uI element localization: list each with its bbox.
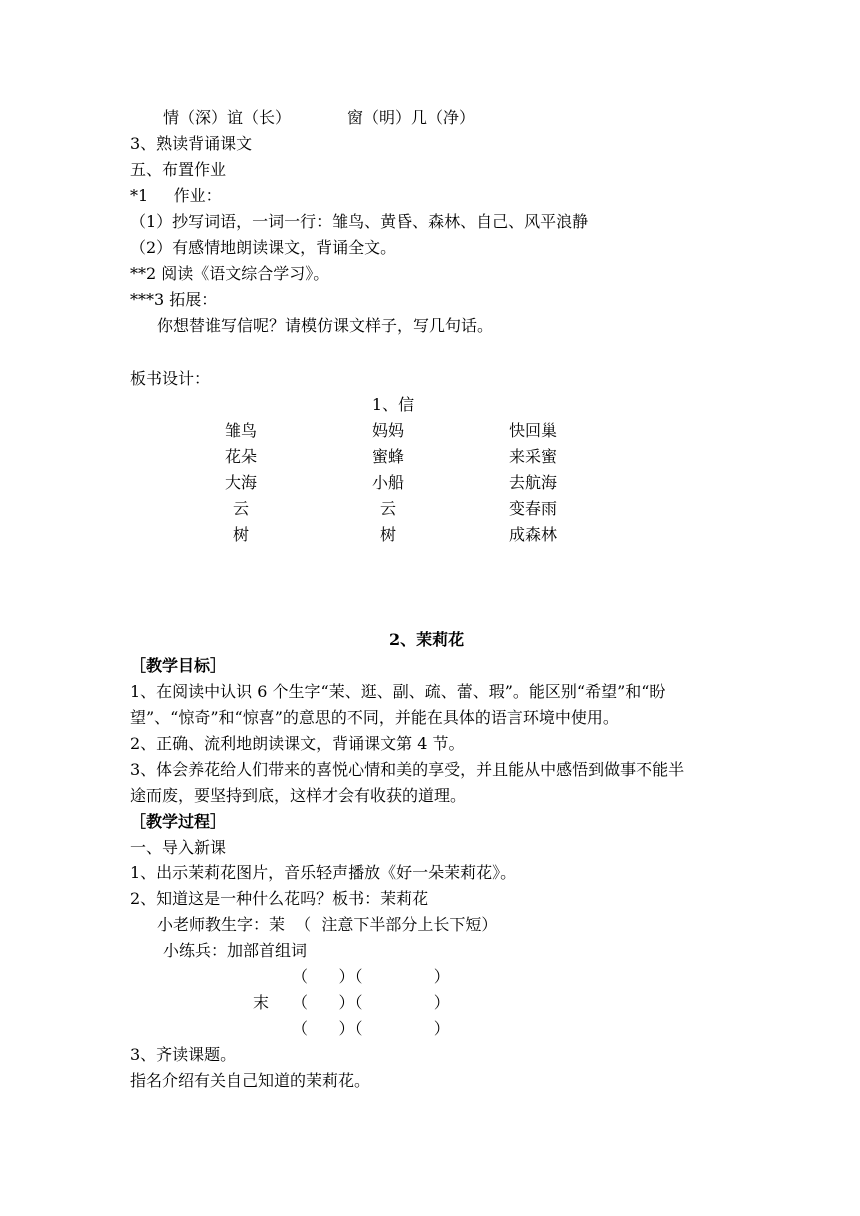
board-cell: 大海 bbox=[224, 473, 257, 492]
board-cell: 小船 bbox=[371, 473, 404, 492]
homework-extension-text: 你想替谁写信呢？请模仿课文样子，写几句话。 bbox=[157, 316, 494, 335]
board-cell: 树 bbox=[232, 525, 249, 544]
homework-item-2: （2）有感情地朗读课文，背诵全文。 bbox=[130, 238, 397, 257]
goal-3-line-2: 途而废，要坚持到底，这样才会有收获的道理。 bbox=[130, 786, 467, 805]
step-intro: 一、导入新课 bbox=[130, 838, 227, 857]
homework-item-1: （1）抄写词语，一词一行：雏鸟、黄昏、森林、自己、风平浪静 bbox=[130, 212, 589, 231]
section-homework: 五、布置作业 bbox=[130, 160, 227, 179]
board-title: 1、信 bbox=[371, 395, 415, 414]
word-pair-1: 情（深）谊（长） bbox=[163, 108, 292, 127]
homework-extension: ***3 拓展： bbox=[130, 290, 218, 309]
blank-radical-char: 末 bbox=[253, 993, 270, 1012]
homework-heading: *1 作业： bbox=[130, 186, 222, 205]
step-1: 1、出示茉莉花图片，音乐轻声播放《好一朵茉莉花》。 bbox=[130, 863, 517, 882]
board-cell: 云 bbox=[379, 499, 396, 518]
board-cell: 去航海 bbox=[508, 473, 557, 492]
step-3: 3、齐读课题。 bbox=[130, 1045, 237, 1064]
step-3-intro: 指名介绍有关自己知道的茉莉花。 bbox=[130, 1071, 371, 1090]
homework-reading: **2 阅读《语文综合学习》。 bbox=[130, 264, 330, 283]
board-design-label: 板书设计： bbox=[130, 369, 211, 388]
board-cell: 花朵 bbox=[224, 447, 257, 466]
teacher-note: 小老师教生字：茉 （ 注意下半部分上长下短） bbox=[157, 915, 498, 934]
teaching-goals-heading: ［教学目标］ bbox=[130, 656, 227, 675]
teaching-process-heading: ［教学过程］ bbox=[130, 812, 227, 831]
board-cell: 快回巢 bbox=[508, 421, 557, 440]
lesson-title: 2、茉莉花 bbox=[389, 630, 465, 649]
practice-label: 小练兵：加部首组词 bbox=[163, 941, 308, 960]
blank-row-3: （ ）（ ） bbox=[292, 1019, 450, 1038]
goal-2: 2、正确、流利地朗读课文，背诵课文第 4 节。 bbox=[130, 734, 465, 753]
board-cell: 雏鸟 bbox=[224, 421, 257, 440]
board-cell: 成森林 bbox=[508, 525, 557, 544]
board-cell: 来采蜜 bbox=[508, 447, 557, 466]
blank-row-2: （ ）（ ） bbox=[292, 993, 450, 1012]
board-cell: 妈妈 bbox=[371, 421, 404, 440]
item-recite: 3、熟读背诵课文 bbox=[130, 134, 253, 153]
goal-3-line-1: 3、体会养花给人们带来的喜悦心情和美的享受，并且能从中感悟到做事不能半 bbox=[130, 760, 685, 779]
blank-row-1: （ ）（ ） bbox=[292, 967, 450, 986]
board-cell: 树 bbox=[379, 525, 396, 544]
goal-1-line-1: 1、在阅读中认识 6 个生字“茉、逛、副、疏、蕾、瑕”。能区别“希望”和“盼 bbox=[130, 682, 666, 701]
step-2: 2、知道这是一种什么花吗？板书：茉莉花 bbox=[130, 889, 429, 908]
board-cell: 变春雨 bbox=[508, 499, 557, 518]
goal-1-line-2: 望”、“惊奇”和“惊喜”的意思的不同，并能在具体的语言环境中使用。 bbox=[130, 708, 619, 727]
board-cell: 云 bbox=[232, 499, 249, 518]
board-cell: 蜜蜂 bbox=[371, 447, 404, 466]
word-pair-2: 窗（明）几（净） bbox=[347, 108, 476, 127]
